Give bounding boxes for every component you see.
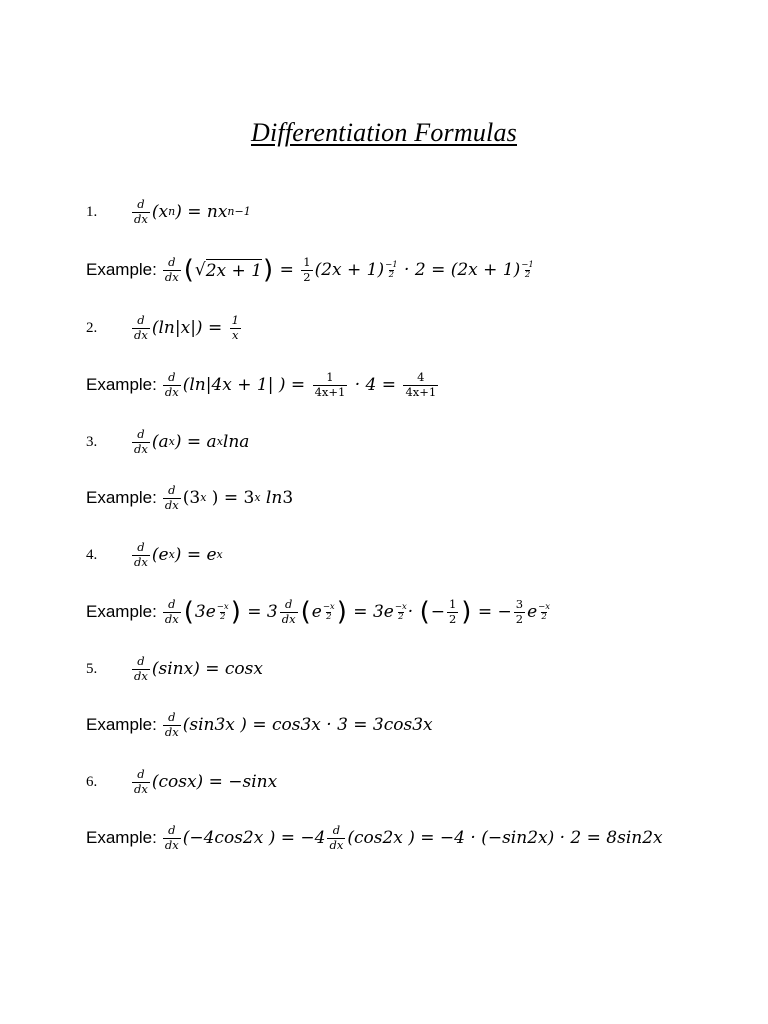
item-number: 2. — [86, 319, 98, 336]
page-title: Differentiation Formulas — [251, 118, 517, 147]
formula-6: 6. $\frac{d}{dx}$ (cosx) = −sinx — [86, 767, 278, 796]
example-2: Example: $\frac{d}{dx}$ (ln|4x + 1| ) = $\frac{1}{4x+1}$ · 4 = $\frac{4}{4x+1}$ — [86, 370, 437, 399]
formula-5: 5. $\frac{d}{dx}$ (sinx) = cosx — [86, 654, 263, 683]
item-number: 5. — [86, 660, 98, 677]
example-6: Example: $\frac{d}{dx}$ (−4cos2x ) = −4 $\frac{d}{dx}$ (cos2x ) = −4 · (−sin2x) · 2 = 8sin2x — [86, 823, 663, 852]
example-label: Example: — [86, 375, 157, 394]
item-number: 4. — [86, 546, 98, 563]
item-number: 6. — [86, 773, 98, 790]
example-label: Example: — [86, 715, 157, 734]
example-label: Example: — [86, 260, 157, 279]
formula-4: 4. $\frac{d}{dx}$ (e $^x$ ) = e $^x$ — [86, 540, 223, 569]
item-number: 1. — [86, 203, 98, 220]
formula-1: 1. $\frac{d}{dx}$ (x $^n$ ) = nx $^{n-1}$ — [86, 197, 251, 226]
example-5: Example: $\frac{d}{dx}$ (sin3x ) = cos3x · 3 = 3cos3x — [86, 710, 433, 739]
item-number: 3. — [86, 433, 98, 450]
example-4: Example: $\frac{d}{dx}$ ( 3e −x 2 ) = 3 $\frac{d}{dx}$ ( e −x 2 ) = 3e −x 2 · ( − $\frac{1}{2}$ ) = − $\frac{3}{2}$ e −x 2 — [86, 597, 551, 627]
example-3: Example: $\frac{d}{dx}$ (3 $^x$ ) = 3 $^x$ ln 3 — [86, 483, 294, 512]
example-label: Example: — [86, 828, 157, 847]
formula-2: 2. $\frac{d}{dx}$ (ln|x|) = $\frac{1}{x}$ — [86, 313, 239, 342]
example-label: Example: — [86, 488, 157, 507]
example-label: Example: — [86, 602, 157, 621]
formula-3: 3. $\frac{d}{dx}$ (a $^x$ ) = a $^x$ lna — [86, 427, 250, 456]
example-1: Example: $\frac{d}{dx}$ ( √ 2x + 1 ) = $\frac{1}{2}$ (2x + 1) −1 2 · 2 = (2x + 1) −1 2 — [86, 255, 534, 285]
